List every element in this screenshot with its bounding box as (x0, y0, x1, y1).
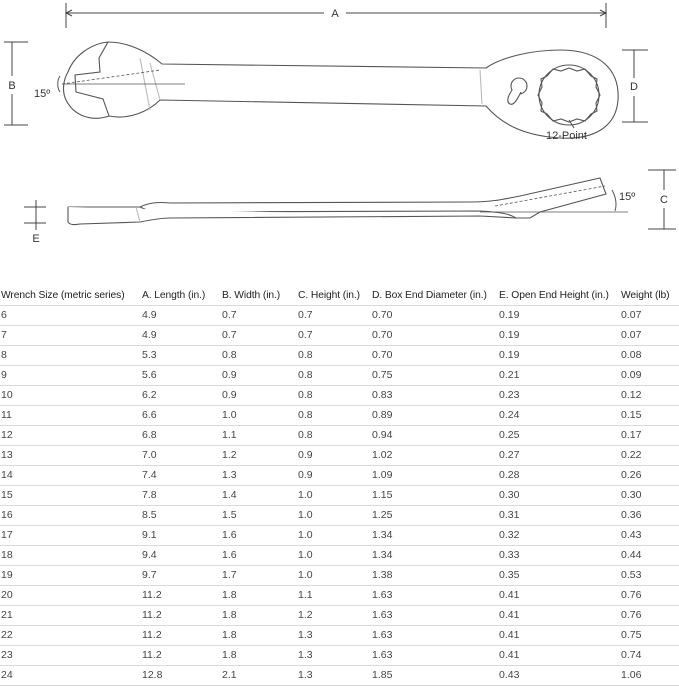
cell-open-height: 0.19 (498, 306, 620, 326)
cell-size: 19 (0, 566, 141, 586)
cell-length: 4.9 (141, 306, 221, 326)
cell-weight: 0.76 (620, 586, 679, 606)
cell-weight: 0.22 (620, 446, 679, 466)
table-row (0, 366, 679, 386)
label-e: E (32, 233, 40, 245)
cell-size: 16 (0, 506, 141, 526)
header-height: C. Height (in.) (297, 285, 371, 306)
cell-length: 12.8 (141, 666, 221, 686)
cell-box-diameter: 1.63 (371, 606, 498, 626)
cell-weight: 0.36 (620, 506, 679, 526)
cell-height: 0.9 (297, 466, 371, 486)
cell-height: 0.8 (297, 426, 371, 446)
table-body (0, 306, 679, 686)
cell-width: 1.8 (221, 646, 297, 666)
table-row (0, 586, 679, 606)
cell-width: 1.6 (221, 546, 297, 566)
cell-size: 14 (0, 466, 141, 486)
cell-size: 24 (0, 666, 141, 686)
cell-width: 1.5 (221, 506, 297, 526)
cell-size: 11 (0, 406, 141, 426)
point-label: 12-Point (546, 130, 587, 142)
cell-height: 0.9 (297, 446, 371, 466)
cell-width: 1.6 (221, 526, 297, 546)
cell-height: 0.7 (297, 306, 371, 326)
cell-width: 1.1 (221, 426, 297, 446)
cell-weight: 0.44 (620, 546, 679, 566)
angle-label-top: 15º (34, 88, 51, 100)
cell-open-height: 0.19 (498, 346, 620, 366)
wrench-top-view (64, 42, 619, 138)
cell-length: 7.4 (141, 466, 221, 486)
cell-size: 21 (0, 606, 141, 626)
cell-height: 0.8 (297, 366, 371, 386)
cell-width: 0.7 (221, 326, 297, 346)
cell-length: 9.4 (141, 546, 221, 566)
cell-open-height: 0.35 (498, 566, 620, 586)
cell-weight: 0.26 (620, 466, 679, 486)
cell-size: 18 (0, 546, 141, 566)
cell-box-diameter: 1.09 (371, 466, 498, 486)
label-d: D (630, 81, 638, 93)
cell-height: 1.3 (297, 626, 371, 646)
cell-size: 20 (0, 586, 141, 606)
table-row (0, 406, 679, 426)
cell-length: 7.8 (141, 486, 221, 506)
cell-length: 6.8 (141, 426, 221, 446)
cell-open-height: 0.41 (498, 586, 620, 606)
table-header-row (0, 285, 679, 306)
table-row (0, 506, 679, 526)
cell-weight: 0.74 (620, 646, 679, 666)
cell-open-height: 0.31 (498, 506, 620, 526)
table-row (0, 446, 679, 466)
cell-size: 8 (0, 346, 141, 366)
cell-height: 0.7 (297, 326, 371, 346)
cell-height: 1.1 (297, 586, 371, 606)
table-row (0, 606, 679, 626)
cell-box-diameter: 1.34 (371, 546, 498, 566)
cell-height: 1.3 (297, 646, 371, 666)
cell-box-diameter: 0.70 (371, 346, 498, 366)
cell-open-height: 0.23 (498, 386, 620, 406)
cell-open-height: 0.41 (498, 646, 620, 666)
label-c: C (660, 194, 668, 206)
cell-width: 2.1 (221, 666, 297, 686)
cell-box-diameter: 1.02 (371, 446, 498, 466)
cell-height: 1.0 (297, 546, 371, 566)
cell-length: 5.3 (141, 346, 221, 366)
cell-weight: 0.15 (620, 406, 679, 426)
cell-box-diameter: 0.70 (371, 326, 498, 346)
cell-size: 7 (0, 326, 141, 346)
cell-weight: 0.12 (620, 386, 679, 406)
wrench-side-view (68, 178, 606, 225)
table-row (0, 546, 679, 566)
cell-size: 15 (0, 486, 141, 506)
cell-weight: 0.53 (620, 566, 679, 586)
cell-length: 6.2 (141, 386, 221, 406)
table-row (0, 326, 679, 346)
table-row (0, 666, 679, 686)
table-row (0, 306, 679, 326)
cell-weight: 0.30 (620, 486, 679, 506)
cell-weight: 0.08 (620, 346, 679, 366)
cell-size: 6 (0, 306, 141, 326)
cell-box-diameter: 0.94 (371, 426, 498, 446)
cell-height: 1.0 (297, 526, 371, 546)
cell-size: 12 (0, 426, 141, 446)
table-row (0, 526, 679, 546)
cell-width: 1.8 (221, 586, 297, 606)
specification-table (0, 285, 679, 686)
cell-box-diameter: 1.15 (371, 486, 498, 506)
cell-size: 23 (0, 646, 141, 666)
cell-box-diameter: 0.70 (371, 306, 498, 326)
cell-box-diameter: 1.85 (371, 666, 498, 686)
table-row (0, 466, 679, 486)
cell-box-diameter: 1.34 (371, 526, 498, 546)
cell-length: 11.2 (141, 586, 221, 606)
cell-box-diameter: 1.63 (371, 586, 498, 606)
cell-box-diameter: 1.63 (371, 626, 498, 646)
cell-open-height: 0.21 (498, 366, 620, 386)
cell-length: 9.1 (141, 526, 221, 546)
cell-height: 1.2 (297, 606, 371, 626)
cell-length: 11.2 (141, 606, 221, 626)
cell-width: 1.4 (221, 486, 297, 506)
cell-weight: 0.17 (620, 426, 679, 446)
header-wrench-size: Wrench Size (metric series) (0, 285, 141, 306)
cell-height: 1.0 (297, 486, 371, 506)
cell-height: 0.8 (297, 346, 371, 366)
cell-length: 5.6 (141, 366, 221, 386)
cell-open-height: 0.30 (498, 486, 620, 506)
header-weight: Weight (lb) (620, 285, 679, 306)
cell-open-height: 0.25 (498, 426, 620, 446)
cell-length: 11.2 (141, 646, 221, 666)
cell-weight: 0.43 (620, 526, 679, 546)
header-width: B. Width (in.) (221, 285, 297, 306)
cell-size: 13 (0, 446, 141, 466)
cell-weight: 0.09 (620, 366, 679, 386)
table-row (0, 386, 679, 406)
cell-open-height: 0.27 (498, 446, 620, 466)
cell-open-height: 0.28 (498, 466, 620, 486)
cell-length: 8.5 (141, 506, 221, 526)
cell-open-height: 0.41 (498, 626, 620, 646)
cell-weight: 0.07 (620, 326, 679, 346)
cell-length: 11.2 (141, 626, 221, 646)
cell-size: 17 (0, 526, 141, 546)
cell-size: 22 (0, 626, 141, 646)
cell-size: 9 (0, 366, 141, 386)
table-row (0, 646, 679, 666)
cell-open-height: 0.33 (498, 546, 620, 566)
cell-width: 1.3 (221, 466, 297, 486)
cell-open-height: 0.43 (498, 666, 620, 686)
cell-weight: 0.07 (620, 306, 679, 326)
header-box-end-diameter: D. Box End Diameter (in.) (371, 285, 498, 306)
cell-box-diameter: 0.83 (371, 386, 498, 406)
cell-open-height: 0.19 (498, 326, 620, 346)
cell-height: 1.3 (297, 666, 371, 686)
table-row (0, 626, 679, 646)
header-length: A. Length (in.) (141, 285, 221, 306)
cell-box-diameter: 0.89 (371, 406, 498, 426)
cell-weight: 0.76 (620, 606, 679, 626)
cell-width: 1.7 (221, 566, 297, 586)
cell-width: 0.9 (221, 386, 297, 406)
cell-length: 6.6 (141, 406, 221, 426)
angle-label-side: 15º (619, 191, 636, 203)
cell-height: 1.0 (297, 506, 371, 526)
cell-width: 1.8 (221, 606, 297, 626)
cell-width: 0.8 (221, 346, 297, 366)
cell-width: 1.2 (221, 446, 297, 466)
cell-weight: 0.75 (620, 626, 679, 646)
table-row (0, 486, 679, 506)
cell-open-height: 0.24 (498, 406, 620, 426)
cell-box-diameter: 0.75 (371, 366, 498, 386)
cell-width: 0.9 (221, 366, 297, 386)
label-a: A (331, 8, 339, 20)
cell-box-diameter: 1.38 (371, 566, 498, 586)
cell-height: 0.8 (297, 386, 371, 406)
dimension-e (24, 200, 46, 230)
cell-length: 9.7 (141, 566, 221, 586)
table-row (0, 346, 679, 366)
cell-box-diameter: 1.25 (371, 506, 498, 526)
cell-height: 1.0 (297, 566, 371, 586)
wrench-dimension-diagram (0, 0, 679, 250)
cell-length: 7.0 (141, 446, 221, 466)
cell-box-diameter: 1.63 (371, 646, 498, 666)
cell-size: 10 (0, 386, 141, 406)
cell-weight: 1.06 (620, 666, 679, 686)
cell-open-height: 0.41 (498, 606, 620, 626)
table-row (0, 566, 679, 586)
cell-open-height: 0.32 (498, 526, 620, 546)
cell-width: 1.0 (221, 406, 297, 426)
table-row (0, 426, 679, 446)
header-open-end-height: E. Open End Height (in.) (498, 285, 620, 306)
label-b: B (8, 80, 16, 92)
cell-width: 0.7 (221, 306, 297, 326)
cell-length: 4.9 (141, 326, 221, 346)
cell-width: 1.8 (221, 626, 297, 646)
cell-height: 0.8 (297, 406, 371, 426)
